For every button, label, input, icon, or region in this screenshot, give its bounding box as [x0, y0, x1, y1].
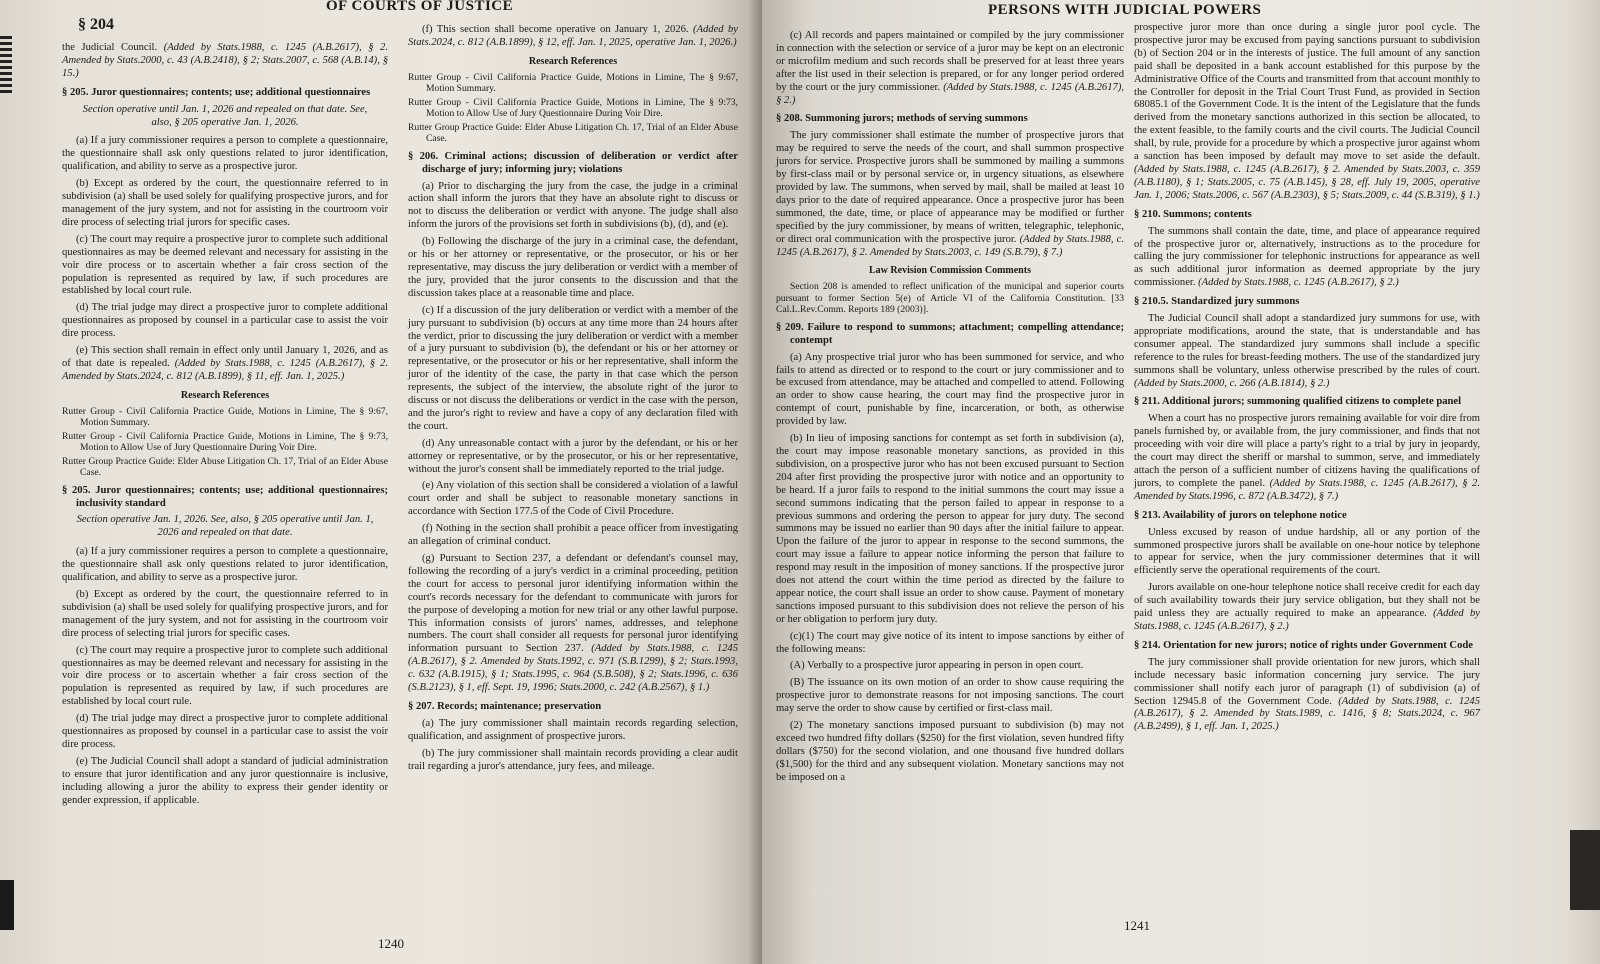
left-column-1	[62, 42, 388, 812]
text: (d) The trial judge may direct a prospective juror to complete additional questionnaires as proposed by counsel in a particular case to assist the voir dire process.	[62, 713, 388, 750]
history-citation: (Added by Stats.1988, c. 1245 (A.B.2617), § 2. Amended by Stats.1989, c. 1416, § 8; Stats.2024, c. 967 (A.B.2499), § 1, eff. Jan. 1, 2025.)	[1134, 695, 1481, 733]
subsection-heading	[62, 390, 388, 403]
text: Rutter Group - Civil California Practice Guide, Motions in Limine, The § 9:73, Motion to Allow Use of Jury Questionnaire During Voir Dire.	[62, 430, 388, 454]
paragraph	[62, 645, 388, 710]
text: The summons shall contain the date, time, and place of appearance required of the prospective juror or, alternatively, instructions as to the procedure for calling the jury commissioner for telephonic instructions for appearance as well as such additional juror information as deemed appropriate by the jury commissioner.	[1134, 225, 1480, 289]
history-citation: (Added by Stats.1988, c. 1245 (A.B.2617), § 2. Amended by Stats.2003, c. 149 (S.B.79), § 7.)	[776, 233, 1124, 258]
research-reference	[408, 122, 738, 145]
text: Research References	[528, 55, 618, 67]
text: (a) If a jury commissioner requires a person to complete a questionnaire, the questionnaire shall ask only questions related to juror identification, qualification, and ability to serve as a prospective juror.	[62, 546, 388, 584]
page-number-right: 1241	[1124, 918, 1150, 933]
text: § 205. Juror questionnaires; contents; use; additional questionnaires; inclusivity standard	[62, 484, 388, 509]
text: (b) Following the discharge of the jury in a criminal case, the defendant, or his or her attorney or representative, or the prosecutor, or his or her representative, may discuss the jury deliberation or verdict with a member of the jury, provided that the juror consents to the discussion and that the discussion takes place at a reasonable time and place.	[408, 236, 738, 299]
history-citation: (Added by Stats.1988, c. 1245 (A.B.2617), § 2. Amended by Stats.1992, c. 971 (S.B.1299), § 2; Stats.1993, c. 632 (A.B.1915), § 1; Stats.1995, c. 964 (S.B.508), § 2; Stats.1996, c. 636 (S.B.2123), § 1, eff. Sept. 19, 1996; Stats.2000, c. 242 (A.B.2567), § 1.)	[408, 643, 739, 694]
text: § 208. Summoning jurors; methods of serving summons	[776, 113, 1028, 125]
text: The jury commissioner shall estimate the number of prospective jurors that may be required to serve the needs of the court, and shall summon prospective jurors for service. Prospective jurors shall be summoned by mailing a summons by first-class mail or by personal service or, in urgency situations, as elsewhere provided by law. The summons, when served by mail, shall be mailed at least 10 days prior to the date of required appearance. Once a prospective juror has been summoned, the date, time, or place of appearance may be modified or further specified by the jury commissioner, by means of written, telegraphic, telephonic, or direct oral communication with the prospective juror.	[776, 130, 1124, 245]
text: (e) Any violation of this section shall be considered a violation of a lawful court order and shall be subject to reasonable monetary sanctions in accordance with Section 177.5 of the Code of Civil Procedure.	[408, 480, 738, 518]
paragraph	[62, 42, 388, 81]
paragraph	[62, 302, 388, 341]
text: Section 208 is amended to reflect unification of the municipal and superior courts pursuant to former Section 5(e) of Article VI of the California Constitution. [33 Cal.L.Rev.Comm. Reports 189 (2003)].	[776, 281, 1124, 316]
section-heading	[1134, 396, 1480, 409]
paragraph	[408, 718, 738, 744]
text: (a) The jury commissioner shall maintain records regarding selection, qualification, and assignment of prospective jurors.	[408, 717, 738, 742]
history-citation: (Added by Stats.1988, c. 1245 (A.B.2617), § 2. Amended by Stats.2024, c. 812 (A.B.1899), § 11, eff. Jan. 1, 2025.)	[62, 357, 388, 382]
text: (a) Prior to discharging the jury from the case, the judge in a criminal action shall inform the jurors that they have an absolute right to discuss or not to discuss the deliberation or verdict with anyone. The judge shall also inform the jurors of the provisions set forth in subdivisions (b), (d), and (e).	[408, 180, 738, 231]
history-citation: (Added by Stats.1988, c. 1245 (A.B.2617), § 2.)	[1198, 277, 1399, 289]
right-page	[762, 0, 1600, 964]
text: § 210.5. Standardized jury summons	[1134, 296, 1300, 308]
paragraph	[62, 345, 388, 384]
text: (b) In lieu of imposing sanctions for contempt as set forth in subdivision (a), the court may impose reasonable monetary sanctions, as provided in this subdivision, on a prospective juror who has not been excused pursuant to Section 204 after first providing the prospective juror with notice and an opportunity to be heard. If a juror fails to respond to the initial summons the court may issue a second summons indicating that the person failed to appear in response to a previous summons and ordering the person to appear for jury duty. The second summons may be issued no earlier than 90 days after the initial failure to appear. Upon the failure of the juror to appear in response to the second summons, the court may issue a failure to appear notice informing the person that failure to respond may result in the imposition of money sanctions. If the prospective juror does not attend the court within the time period as directed by the failure to appear notice, the court shall issue an order to show cause. Payment of monetary sanctions imposed pursuant to this subdivision does not relieve the person of his or her obligation to perform jury duty.	[776, 433, 1124, 625]
text: Jurors available on one-hour telephone notice shall receive credit for each day of such availability towards their jury service obligation, but they shall not be paid unless they are actually required to make an appearance.	[1134, 582, 1480, 620]
right-column-1	[776, 30, 1124, 789]
text: § 213. Availability of jurors on telephone notice	[1134, 509, 1347, 521]
paragraph	[62, 178, 388, 230]
paragraph	[408, 236, 738, 301]
text: (b) Except as ordered by the court, the questionnaire referred to in subdivision (a) shall be used solely for qualifying prospective jurors, and for management of the jury system, and not for assisting in the courtroom voir dire process of selecting trial jurors for specific cases.	[62, 589, 388, 639]
section-heading	[1134, 296, 1480, 309]
text: (f) Nothing in the section shall prohibit a peace officer from investigating an allegation of criminal conduct.	[408, 523, 738, 548]
paragraph	[408, 553, 738, 695]
left-column-2	[408, 24, 738, 778]
text: Rutter Group - Civil California Practice Guide, Motions in Limine, The § 9:67, Motion Summary.	[408, 71, 738, 95]
text: (b) Except as ordered by the court, the questionnaire referred to in subdivision (a) shall be used solely for qualifying prospective jurors, and for management of the jury system, and not for assisting in the courtroom voir dire process of selecting trial jurors for specific cases.	[62, 178, 388, 228]
section-heading	[62, 485, 388, 511]
paragraph	[1134, 226, 1480, 291]
paragraph	[62, 713, 388, 752]
section-heading	[1134, 510, 1480, 523]
paragraph	[62, 546, 388, 585]
research-reference	[408, 97, 738, 120]
text: Unless excused by reason of undue hardship, all or any portion of the summoned prospective jurors shall be available on one-hour notice by telephone to appear for service, when the jury commissioner determines that it will efficiently serve the operational requirements of the court.	[1134, 526, 1480, 577]
text: (a) If a jury commissioner requires a person to complete a questionnaire, the questionnaire shall ask only questions related to juror identification, qualification, and ability to serve as a prospective juror.	[62, 135, 388, 173]
text: Rutter Group Practice Guide: Elder Abuse Litigation Ch. 17, Trial of an Elder Abuse Case.	[408, 121, 738, 145]
page-stack-shadow	[1570, 830, 1600, 910]
text: Rutter Group - Civil California Practice Guide, Motions in Limine, The § 9:67, Motion Summary.	[62, 405, 388, 429]
paragraph	[408, 438, 738, 477]
paragraph	[1134, 22, 1480, 203]
text: (c) The court may require a prospective juror to complete such additional questionnaires as may be deemed relevant and necessary for assisting in the voir dire process or to ascertain whether a fair cross section of the population is represented as required by law, if such procedures are established by local court rule.	[62, 233, 388, 297]
text: Law Revision Commission Comments	[869, 265, 1031, 277]
text: (e) This section shall remain in effect only until January 1, 2026, and as of that date is repealed.	[62, 345, 388, 369]
paragraph	[776, 631, 1124, 657]
text: The jury commissioner shall provide orientation for new jurors, which shall include necessary basic information concerning jury service. The jury commissioner shall notify each juror of paragraph (1) of subdivision (a) of Section 12945.8 of the Government Code.	[1134, 656, 1480, 707]
commission-comment	[776, 281, 1124, 316]
paragraph	[408, 480, 738, 519]
text: (d) Any unreasonable contact with a juror by the defendant, or his or her attorney or representative, or by the prosecutor, or his or her representative, without the juror's consent shall be immediately reported to the trial judge.	[408, 437, 738, 475]
text: (a) Any prospective trial juror who has been summoned for service, and who fails to attend as directed or to respond to the court or jury commissioner and to be excused from attendance, may be attached and compelled to attend. Following an order to show cause hearing, the court may find the prospective juror in contempt of court, punishable by fine, incarceration, or both, as otherwise provided by law.	[776, 351, 1124, 428]
text: When a court has no prospective jurors remaining available for voir dire from panels furnished by, or available from, the jury commissioner, and finds that not proceeding with voir dire will place a party's right to a trial by jury in jeopardy, the court may direct the sheriff or marshal to summon, serve, and immediately attach the person of a sufficient number of citizens having the qualifications of jurors, to complete the panel.	[1134, 413, 1480, 489]
text: (c) The court may require a prospective juror to complete such additional questionnaires as may be deemed relevant and necessary for assisting in the voir dire process or to ascertain whether a fair cross section of the population is represented as required by law, if such procedures are established by local court rule.	[62, 644, 388, 708]
page-number-left: 1240	[378, 936, 404, 951]
paragraph	[1134, 657, 1480, 734]
text: (2) The monetary sanctions imposed pursuant to subdivision (b) may not exceed two hundred fifty dollars ($250) for the first violation, seven hundred fifty dollars ($750) for the second violation, and one thousand five hundred dollars ($1,500) for the third and any subsequent violation. Monetary sanctions may not be imposed on a	[776, 720, 1124, 783]
paragraph	[1134, 413, 1480, 503]
running-head-right: PERSONS WITH JUDICIAL POWERS	[988, 2, 1262, 18]
section-note	[76, 514, 374, 540]
text: the Judicial Council.	[62, 42, 164, 53]
subsection-heading	[776, 265, 1124, 278]
section-heading	[776, 113, 1124, 126]
paragraph	[62, 135, 388, 174]
text: § 210. Summons; contents	[1134, 208, 1252, 220]
text: § 209. Failure to respond to summons; attachment; compelling attendance; contempt	[776, 321, 1124, 346]
text: Rutter Group - Civil California Practice Guide, Motions in Limine, The § 9:73, Motion to Allow Use of Jury Questionnaire During Voir Dire.	[408, 96, 738, 120]
section-heading	[776, 322, 1124, 348]
text: prospective juror more than once during a single juror pool cycle. The prospective juror may be excused from paying sanctions pursuant to subdivision (b) of Section 204 or in the interests of justice. The full amount of any sanction paid shall be deposited in a bank account established for this purpose by the Administrative Office of the Courts and transmitted from that account monthly to the Controller for deposit in the Trial Court Trust Fund, as provided in Section 68085.1 of the Government Code. It is the intent of the Legislature that the funds derived from the monetary sanctions authorized in this section be allocated, to the extent feasible, to the family courts and the civil courts. The Judicial Council shall, by rule, provide for a procedure by which a prospective juror against whom a sanction has been imposed by default may move to set aside the default.	[1134, 22, 1480, 163]
section-mark: § 204	[78, 16, 114, 33]
text: § 211. Additional jurors; summoning qualified citizens to complete panel	[1134, 396, 1462, 408]
section-heading	[408, 151, 738, 177]
section-heading	[1134, 209, 1480, 222]
text: (c) All records and papers maintained or compiled by the jury commissioner in connection with the selection or service of a juror may be kept on an electronic or microfilm medium and such records shall be preserved for at least three years after the list used in their selection is prepared, or for any longer period ordered by the court or the jury commissioner.	[776, 30, 1124, 93]
text: Section operative Jan. 1, 2026. See, also, § 205 operative until Jan. 1, 2026 and repealed on that date.	[76, 514, 374, 539]
paragraph	[776, 352, 1124, 429]
page-edge-tabs	[0, 36, 12, 96]
research-reference	[62, 431, 388, 454]
history-citation: (Added by Stats.1988, c. 1245 (A.B.2617), § 2.)	[1134, 608, 1480, 632]
history-citation: (Added by Stats.1988, c. 1245 (A.B.2617), § 2.)	[776, 81, 1125, 106]
text: § 205. Juror questionnaires; contents; use; additional questionnaires	[62, 86, 371, 98]
page-edge-tab	[0, 880, 14, 930]
history-citation: (Added by Stats.2024, c. 812 (A.B.1899), § 12, eff. Jan. 1, 2025, operative Jan. 1, 2026.)	[408, 24, 738, 48]
text: The Judicial Council shall adopt a standardized jury summons for use, with appropriate modifications, around the state, that is understandable and has consumer appeal. The standardized jury summons shall include a specific reference to the rules for breast-feeding mothers. The use of the standardized jury summons shall be voluntary, unless otherwise prescribed by the rules of court.	[1134, 313, 1480, 376]
running-head-left: OF COURTS OF JUSTICE	[326, 0, 514, 14]
paragraph	[776, 660, 1124, 673]
research-reference	[62, 456, 388, 479]
paragraph	[776, 433, 1124, 627]
paragraph	[408, 24, 738, 50]
section-heading	[408, 701, 738, 714]
text: (e) The Judicial Council shall adopt a standard of judicial administration to ensure that juror identification and any juror questionnaire is inclusive, including allowing a juror the ability to express their gender identity or gender expression, if applicable.	[62, 755, 388, 806]
section-heading	[1134, 640, 1480, 653]
paragraph	[408, 748, 738, 774]
text: (c)(1) The court may give notice of its intent to impose sanctions by either of the following means:	[776, 630, 1124, 655]
history-citation: (Added by Stats.2000, c. 266 (A.B.1814), § 2.)	[1134, 377, 1330, 389]
paragraph	[408, 523, 738, 549]
paragraph	[1134, 313, 1480, 390]
paragraph	[1134, 582, 1480, 634]
paragraph	[408, 305, 738, 434]
research-reference	[62, 406, 388, 429]
text: (B) The issuance on its own motion of an order to show cause requiring the prospective juror to demonstrate reasons for not imposing sanctions. The court may serve the order to show cause by certified or first-class mail.	[776, 677, 1124, 715]
text: Research References	[180, 389, 270, 401]
text: (f) This section shall become operative on January 1, 2026.	[422, 24, 693, 35]
text: (c) If a discussion of the jury deliberation or verdict with a member of the jury pursuant to subdivision (b) occurs at any time more than 24 hours after the verdict, prior to discussing the jury deliberation or verdict with a member of a jury pursuant to subdivision (b), the defendant or his or her attorney or representative, or the prosecutor or his or her representative, shall inform the juror of the identity of the case, the party in that case which the person represents, the subject of the interview, the absolute right of the juror to discuss or not discuss the deliberations or verdict in the case with the person, and the juror's right to review and have a copy of any declaration filed with the court.	[408, 304, 738, 432]
subsection-heading	[408, 56, 738, 69]
text: § 206. Criminal actions; discussion of deliberation or verdict after discharge of jury; informing jury; violations	[408, 150, 738, 175]
paragraph	[776, 130, 1124, 259]
paragraph	[1134, 527, 1480, 579]
paragraph	[62, 234, 388, 299]
paragraph	[776, 30, 1124, 107]
left-page	[0, 0, 762, 964]
paragraph	[776, 677, 1124, 716]
paragraph	[776, 720, 1124, 785]
text: (A) Verbally to a prospective juror appearing in person in open court.	[790, 660, 1084, 672]
history-citation: (Added by Stats.1988, c. 1245 (A.B.2617), § 2. Amended by Stats.2000, c. 43 (A.B.2418), § 2; Stats.2007, c. 568 (A.B.14), § 15.)	[62, 42, 388, 79]
paragraph	[62, 756, 388, 808]
history-citation: (Added by Stats.1988, c. 1245 (A.B.2617), § 2. Amended by Stats.1996, c. 872 (A.B.3472), § 7.)	[1134, 477, 1480, 502]
text: § 214. Orientation for new jurors; notice of rights under Government Code	[1134, 639, 1473, 651]
text: Section operative until Jan. 1, 2026 and repealed on that date. See, also, § 205 operative Jan. 1, 2026.	[82, 103, 368, 128]
section-note	[76, 104, 374, 130]
paragraph	[408, 181, 738, 233]
right-column-2	[1134, 22, 1480, 738]
section-heading	[62, 87, 388, 100]
text: (b) The jury commissioner shall maintain records providing a clear audit trail regarding a juror's attendance, jury fees, and mileage.	[408, 747, 738, 772]
paragraph	[62, 589, 388, 641]
research-reference	[408, 72, 738, 95]
text: (g) Pursuant to Section 237, a defendant or defendant's counsel may, following the recording of a jury's verdict in a criminal proceeding, petition the court for access to personal juror identifying information within the court's records necessary for the defendant to communicate with jurors for the purpose of developing a motion for new trial or any other lawful purpose. This information consists of jurors' names, addresses, and telephone numbers. The court shall consider all requests for personal juror identifying information pursuant to Section 237.	[408, 553, 738, 655]
history-citation: (Added by Stats.1988, c. 1245 (A.B.2617), § 2. Amended by Stats.2003, c. 359 (A.B.1180), § 1; Stats.2005, c. 75 (A.B.145), § 28, eff. July 19, 2005, operative Jan. 1, 2006; Stats.2006, c. 567 (A.B.2303), § 5; Stats.2009, c. 44 (S.B.319), § 1.)	[1134, 163, 1480, 201]
text: (d) The trial judge may direct a prospective juror to complete additional questionnaires as proposed by counsel in a particular case to assist the voir dire process.	[62, 302, 388, 340]
text: Rutter Group Practice Guide: Elder Abuse Litigation Ch. 17, Trial of an Elder Abuse Case.	[62, 455, 388, 479]
text: § 207. Records; maintenance; preservation	[408, 700, 602, 712]
